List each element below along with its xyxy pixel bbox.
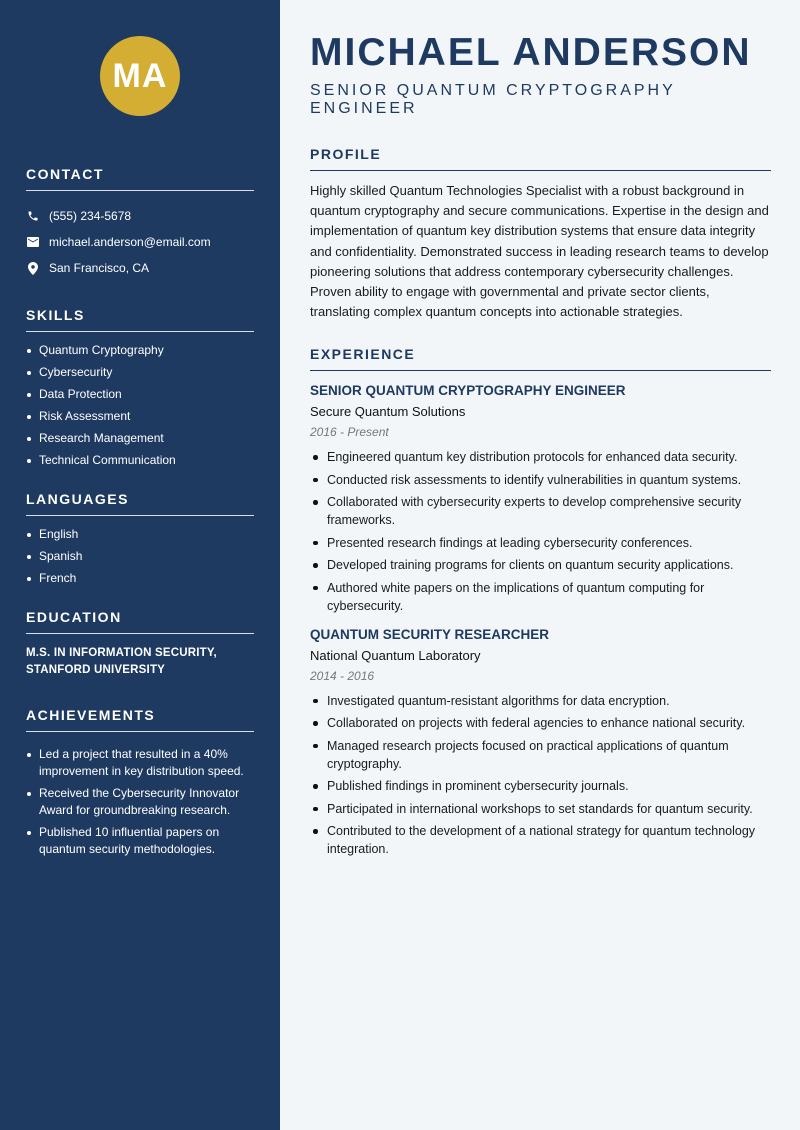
job-dates: 2016 - Present [310, 425, 389, 440]
job-bullet: Collaborated with cybersecurity experts to develop comprehensive security frameworks. [310, 493, 771, 529]
job-bullet: Managed research projects focused on practical applications of quantum cryptography. [310, 737, 771, 773]
language-item: Spanish [26, 548, 254, 565]
job-bullet: Authored white papers on the implications of quantum computing for cybersecurity. [310, 579, 771, 615]
skill-item: Quantum Cryptography [26, 342, 254, 359]
job-entry [310, 627, 771, 859]
education-heading: EDUCATION [26, 609, 254, 634]
language-item: English [26, 526, 254, 543]
degree-line-1: M.S. IN INFORMATION SECURITY, [26, 647, 217, 659]
job-bullet: Collaborated on projects with federal agencies to enhance national security. [310, 714, 771, 732]
skill-item: Technical Communication [26, 452, 254, 469]
full-name: MICHAEL ANDERSON [310, 31, 752, 74]
experience-heading: EXPERIENCE [310, 346, 771, 371]
job-title: SENIOR QUANTUM CRYPTOGRAPHY ENGINEER [310, 383, 626, 399]
achievements-section [26, 707, 254, 858]
location-text: San Francisco, CA [49, 261, 150, 275]
location-pin-icon [26, 261, 40, 275]
skill-item: Data Protection [26, 386, 254, 403]
avatar: MA [100, 36, 180, 116]
skill-item: Research Management [26, 430, 254, 447]
skills-section [26, 307, 254, 469]
skills-list [26, 342, 254, 469]
skill-item: Cybersecurity [26, 364, 254, 381]
sidebar [0, 0, 280, 1130]
skills-heading: SKILLS [26, 307, 254, 332]
education-section [26, 609, 254, 679]
languages-heading: LANGUAGES [26, 491, 254, 516]
profile-text: Highly skilled Quantum Technologies Specialist with a robust background in quantum cryptography and secure communications. Expertise in the design and implementation of quantum key distribution systems that ensure data integrity and confidentiality. Demonstrated success in leading research teams to develop pioneering solutions that address contemporary cybersecurity challenges. Proven ability to engage with governmental and private sector clients, translating complex quantum concepts into actionable strategies. [310, 183, 769, 320]
job-bullet: Published findings in prominent cybersecurity journals. [310, 777, 771, 795]
job-bullet: Engineered quantum key distribution protocols for enhanced data security. [310, 448, 771, 466]
experience-section [310, 346, 771, 858]
email-icon [26, 235, 40, 249]
job-bullet: Participated in international workshops to set standards for quantum security. [310, 800, 771, 818]
job-bullets [310, 448, 771, 615]
language-item: French [26, 570, 254, 587]
email-text: michael.anderson@email.com [49, 235, 211, 249]
skill-item: Risk Assessment [26, 408, 254, 425]
contact-heading: CONTACT [26, 166, 254, 191]
education-degree [26, 645, 254, 679]
achievements-heading: ACHIEVEMENTS [26, 707, 254, 732]
job-headline: SENIOR QUANTUM CRYPTOGRAPHY ENGINEER [310, 82, 676, 117]
achievement-item: Led a project that resulted in a 40% improvement in key distribution speed. [26, 746, 254, 780]
languages-list [26, 526, 254, 587]
job-entry [310, 383, 771, 615]
achievement-item: Published 10 influential papers on quantum security methodologies. [26, 824, 254, 858]
job-dates: 2014 - 2016 [310, 668, 375, 683]
job-bullet: Presented research findings at leading cybersecurity conferences. [310, 534, 771, 552]
phone-text: (555) 234-5678 [49, 209, 132, 223]
contact-list [26, 203, 254, 281]
languages-section [26, 491, 254, 587]
degree-line-2: STANFORD UNIVERSITY [26, 664, 166, 676]
profile-section [310, 146, 771, 322]
job-bullet: Developed training programs for clients on quantum security applications. [310, 556, 771, 574]
achievement-item: Received the Cybersecurity Innovator Award for groundbreaking research. [26, 785, 254, 819]
contact-email [26, 229, 254, 255]
job-bullet: Contributed to the development of a national strategy for quantum technology integration. [310, 822, 771, 858]
main-content [280, 0, 800, 1130]
job-title: QUANTUM SECURITY RESEARCHER [310, 626, 550, 642]
achievements-list [26, 746, 254, 858]
job-bullet: Investigated quantum-resistant algorithms for data encryption. [310, 692, 771, 710]
job-bullets [310, 692, 771, 859]
contact-location [26, 255, 254, 281]
company-name: Secure Quantum Solutions [310, 404, 466, 420]
profile-heading: PROFILE [310, 146, 771, 171]
phone-icon [26, 209, 40, 223]
contact-section [26, 166, 254, 281]
contact-phone [26, 203, 254, 229]
company-name: National Quantum Laboratory [310, 647, 481, 663]
job-bullet: Conducted risk assessments to identify vulnerabilities in quantum systems. [310, 471, 771, 489]
